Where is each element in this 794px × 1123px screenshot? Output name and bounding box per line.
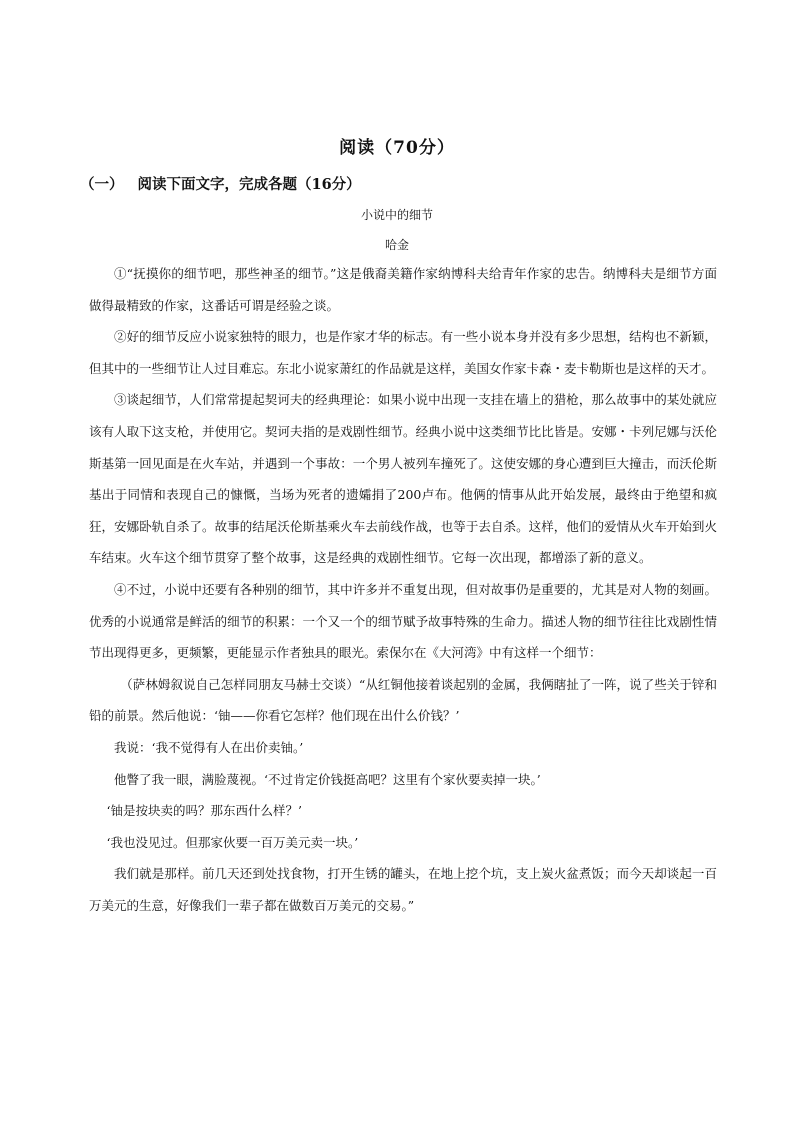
paragraph-4: ④不过，小说中还要有各种别的细节，其中许多并不重复出现，但对故事仍是重要的，尤其是对人物的刻画。优秀的小说通常是鲜活的细节的积累：一个又一个的细节赋予故事特殊的生命力。描述人物的细节往往比戏剧性情节出现得更多，更频繁，更能显示作者独具的眼光。索保尔在《大河湾》中有这样一个细节： [89, 581, 717, 661]
paragraph-3: ③谈起细节，人们常常提起契诃夫的经典理论：如果小说中出现一支挂在墙上的猎枪，那么故事中的某处就应该有人取下这支枪，并使用它。契诃夫指的是戏剧性细节。经典小说中这类细节比比皆是。安娜・卡列尼娜与沃伦斯基第一回见面是在火车站，并遇到一个事故：一个男人被列车撞死了。这使安娜的身心遭到巨大撞击，而沃伦斯基出于同情和表现自己的慷慨，当场为死者的遗孀捐了200卢布。他俩的情事从此开始发展，最终由于绝望和疯狂，安娜卧轨自杀了。故事的结尾沃伦斯基乘火车去前线作战，也等于去自杀。这样，他们的爱情从火车开始到火车结束。火车这个细节贯穿了整个故事，这是经典的戏剧性细节。它每一次出现，都增添了新的意义。 [89, 392, 717, 566]
page-title: 阅读（70分） [339, 138, 455, 158]
article-author: 哈金 [384, 238, 409, 252]
section-instruction: 阅读下面文字，完成各题（16分） [137, 176, 361, 193]
article-body [89, 258, 717, 921]
section-number: （一） [80, 176, 124, 193]
article-title: 小说中的细节 [360, 208, 433, 222]
quote-paragraph-2: 我说：‘我不觉得有人在出价卖铀。’ [114, 739, 304, 755]
quote-paragraph-3: 他瞥了我一眼，满脸蔑视。‘不过肯定价钱挺高吧？这里有个家伙要卖掉一块。’ [114, 771, 541, 787]
paragraph-1: ①“抚摸你的细节吧，那些神圣的细节。”这是俄裔美籍作家纳博科夫给青年作家的忠告。纳博科夫是细节方面做得最精致的作家，这番话可谓是经验之谈。 [89, 266, 717, 313]
quote-paragraph-1: （萨林姆叙说自己怎样同朋友马赫士交谈）“从红铜他接着谈起别的金属，我俩瞎扯了一阵，说了些关于锌和铅的前景。然后他说：‘铀——你看它怎样？他们现在出什么价钱？’ [89, 676, 717, 724]
quote-paragraph-6: 我们就是那样。前几天还到处找食物，打开生锈的罐头，在地上挖个坑，支上炭火盆煮饭；而今天却谈起一百万美元的生意，好像我们一辈子都在做数百万美元的交易。” [89, 866, 717, 913]
quote-paragraph-4: ‘铀是按块卖的吗？那东西什么样？’ [106, 803, 302, 819]
paragraph-2: ②好的细节反应小说家独特的眼力，也是作家才华的标志。有一些小说本身并没有多少思想，结构也不新颖，但其中的一些细节让人过目难忘。东北小说家萧红的作品就是这样，美国女作家卡森・麦卡勒斯也是这样的天才。 [89, 329, 717, 376]
section-heading [80, 173, 361, 194]
quote-paragraph-5: ‘我也没见过。但那家伙要一百万美元卖一块。’ [106, 834, 359, 850]
